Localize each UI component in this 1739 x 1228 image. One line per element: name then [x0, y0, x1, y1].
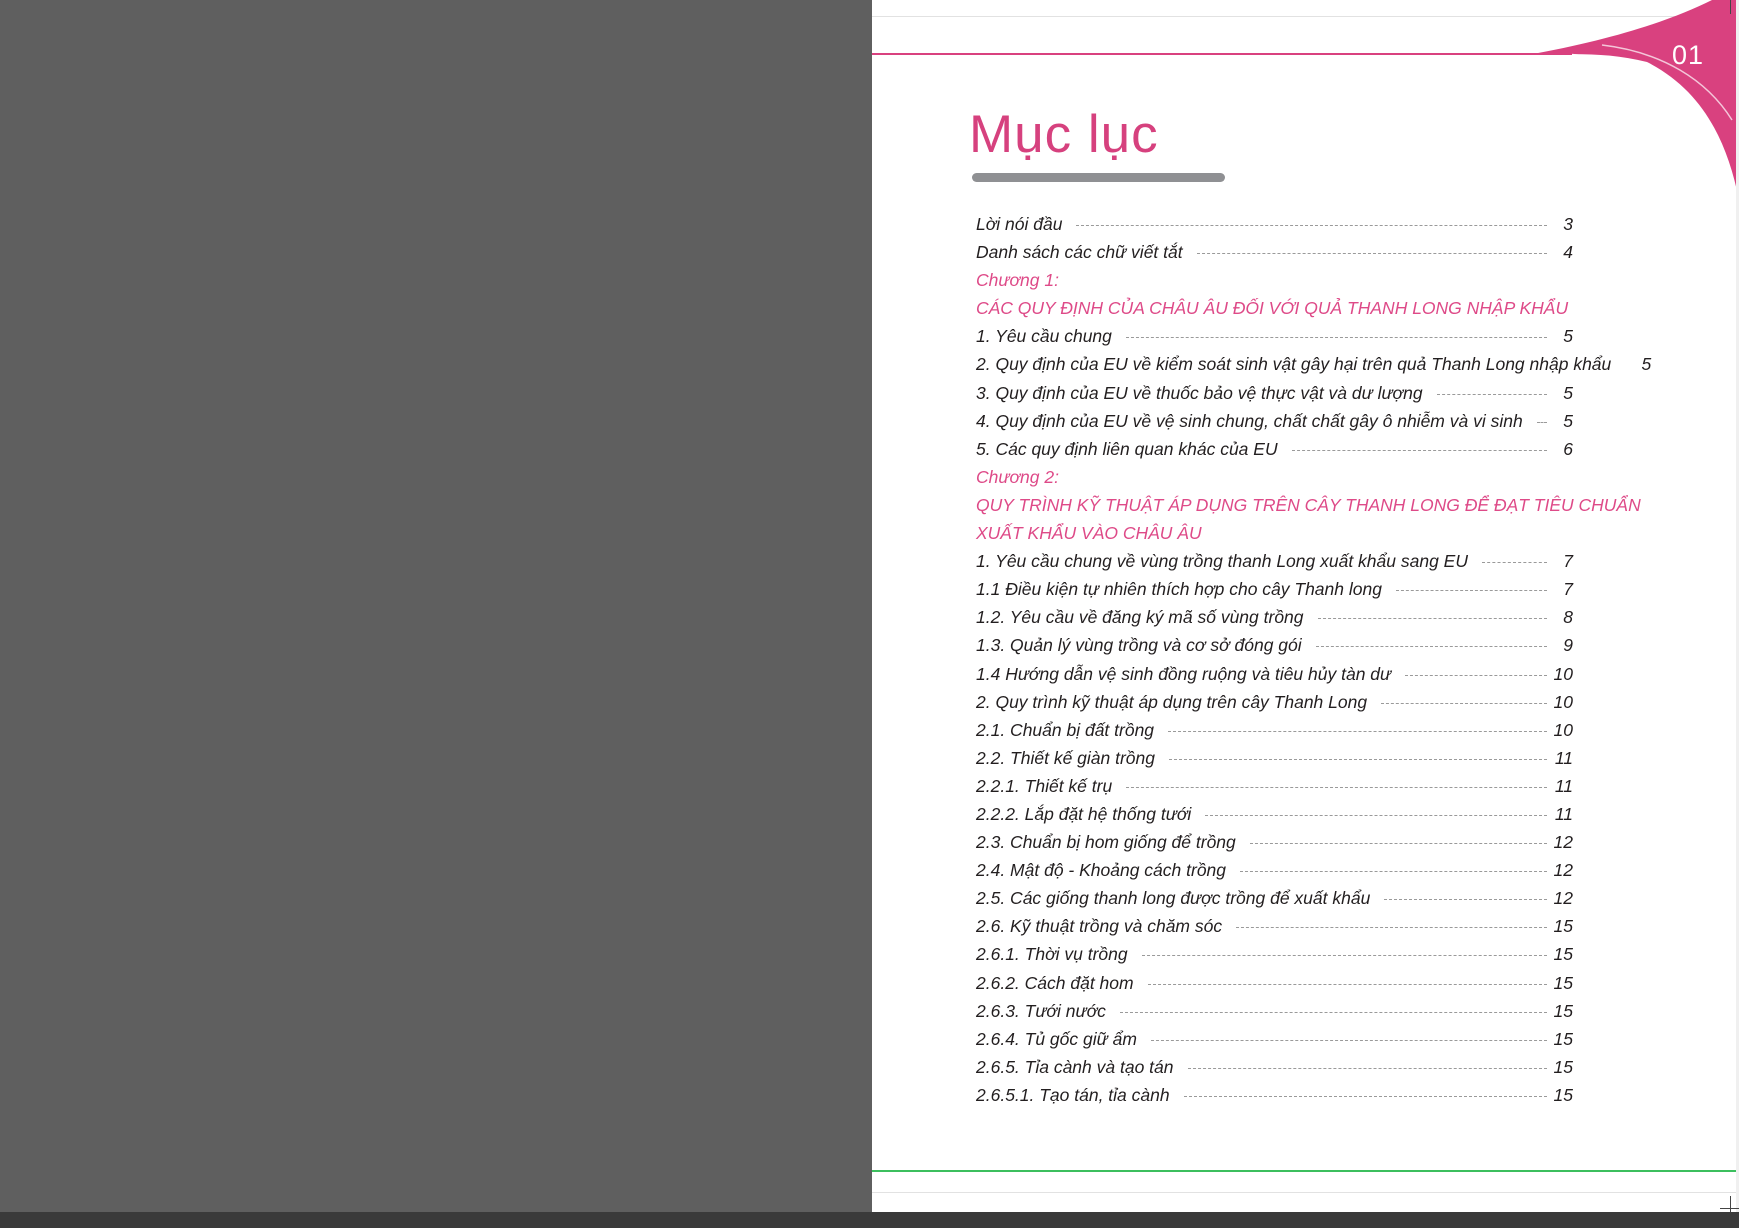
- toc-page-number: 15: [1553, 944, 1573, 965]
- toc-entry-label: 2.5. Các giống thanh long được trồng để xuất khẩu: [976, 888, 1371, 909]
- toc-page-number: 15: [1553, 1056, 1573, 1077]
- toc-entry: [976, 997, 1573, 1025]
- toc-dot-leader: [1381, 703, 1547, 704]
- toc-page-number: 10: [1553, 719, 1573, 740]
- toc-entry: [976, 575, 1573, 603]
- toc-entry: [976, 660, 1573, 688]
- toc-dot-leader: [1169, 759, 1547, 760]
- toc-chapter-heading: CÁC QUY ĐỊNH CỦA CHÂU ÂU ĐỐI VỚI QUẢ THANH LONG NHẬP KHẨU: [976, 298, 1569, 319]
- toc-dot-leader: [1316, 646, 1547, 647]
- toc-page-number: 12: [1553, 860, 1573, 881]
- toc-page-number: 15: [1553, 1028, 1573, 1049]
- toc-dot-leader: [1197, 253, 1547, 254]
- toc-dot-leader: [1250, 843, 1547, 844]
- crop-mark-top-vertical: [1730, 0, 1731, 14]
- toc-dot-leader: [1482, 562, 1547, 563]
- page-title: Mục lục: [969, 105, 1159, 164]
- toc-page-number: 15: [1553, 916, 1573, 937]
- toc-entry-label: 2.6. Kỹ thuật trồng và chăm sóc: [976, 916, 1223, 937]
- toc-entry-label: 1.1 Điều kiện tự nhiên thích hợp cho cây Thanh long: [976, 579, 1382, 600]
- toc-entry-label: 2.1. Chuẩn bị đất trồng: [976, 719, 1155, 740]
- toc-chapter-heading: Chương 1:: [976, 270, 1059, 291]
- toc-entry: [976, 800, 1573, 828]
- toc-dot-leader: [1151, 1040, 1547, 1041]
- toc-entry: [976, 1025, 1573, 1053]
- toc-entry-label: 2.6.2. Cách đặt hom: [976, 972, 1134, 993]
- toc-page-number: 12: [1553, 832, 1573, 853]
- toc-entry-label: 4. Quy định của EU về vệ sinh chung, chất chất gây ô nhiễm và vi sinh: [976, 410, 1523, 431]
- toc-page-number: 6: [1563, 438, 1573, 459]
- toc-dot-leader: [1126, 337, 1547, 338]
- toc-dot-leader: [1148, 984, 1547, 985]
- title-underline-bar: [972, 173, 1225, 182]
- toc-entry-label: 1.2. Yêu cầu về đăng ký mã số vùng trồng: [976, 607, 1304, 628]
- toc-page-number: 5: [1641, 354, 1652, 375]
- toc-entry: [976, 940, 1573, 968]
- toc-page-number: 10: [1553, 691, 1573, 712]
- toc-entry-label: Danh sách các chữ viết tắt: [976, 242, 1183, 263]
- toc-page-number: 3: [1563, 214, 1573, 234]
- toc-entry-label: 3. Quy định của EU về thuốc bảo vệ thực vật và dư lượng: [976, 382, 1423, 403]
- toc-entry-label: 1.4 Hướng dẫn vệ sinh đồng ruộng và tiêu hủy tàn dư: [976, 663, 1392, 684]
- footer-rule: [872, 1170, 1738, 1172]
- toc-chapter-heading: Chương 2:: [976, 466, 1059, 487]
- toc-dot-leader: [1240, 871, 1547, 872]
- toc-page-number: 11: [1554, 775, 1573, 796]
- toc-dot-leader: [1126, 787, 1547, 788]
- toc-entry: [976, 210, 1573, 238]
- toc-entry: [976, 1053, 1573, 1081]
- toc-chapter-heading: XUẤT KHẨU VÀO CHÂU ÂU: [976, 523, 1202, 544]
- document-page: [872, 0, 1739, 1228]
- toc-page-number: 8: [1563, 607, 1573, 628]
- toc-page-number: 5: [1563, 382, 1573, 403]
- toc-dot-leader: [1437, 394, 1547, 395]
- toc-entry: [976, 547, 1573, 575]
- toc-page-number: 4: [1563, 242, 1573, 263]
- toc-entry-label: 1.3. Quản lý vùng trồng và cơ sở đóng gói: [976, 635, 1302, 656]
- toc-entry: [976, 379, 1573, 407]
- toc-page-number: 9: [1563, 635, 1573, 656]
- toc-dot-leader: [1236, 927, 1547, 928]
- toc-entry: [976, 884, 1573, 912]
- toc-entry-label: 5. Các quy định liên quan khác của EU: [976, 438, 1278, 459]
- toc-page-number: 11: [1554, 803, 1573, 824]
- toc-entry-label: 2.2.2. Lắp đặt hệ thống tưới: [976, 803, 1192, 824]
- toc-dot-leader: [1168, 731, 1547, 732]
- toc-entry-label: 2.4. Mật độ - Khoảng cách trồng: [976, 860, 1227, 881]
- toc-page-number: 11: [1554, 747, 1573, 768]
- toc-entry-label: 2.3. Chuẩn bị hom giống để trồng: [976, 832, 1236, 853]
- toc-entry: [976, 969, 1573, 997]
- toc-dot-leader: [1396, 590, 1547, 591]
- toc-dot-leader: [1120, 1012, 1547, 1013]
- toc-dot-leader: [1384, 899, 1547, 900]
- toc-entry-label: 1. Yêu cầu chung về vùng trồng thanh Long xuất khẩu sang EU: [976, 551, 1468, 572]
- toc-page-number: 10: [1553, 663, 1573, 684]
- toc-entry-label: 2.6.3. Tưới nước: [976, 1000, 1106, 1021]
- toc-entry-label: 1. Yêu cầu chung: [976, 326, 1112, 347]
- toc-entry-label: 2.6.5.1. Tạo tán, tỉa cành: [976, 1084, 1170, 1105]
- toc-entry: [976, 744, 1573, 772]
- toc-entry-label: 2. Quy định của EU về kiểm soát sinh vật gây hại trên quả Thanh Long nhập khẩu: [976, 354, 1612, 375]
- bottom-dark-strip: [0, 1212, 1739, 1228]
- toc-page-number: 5: [1563, 410, 1573, 431]
- toc-dot-leader: [1188, 1068, 1548, 1069]
- toc-page-number: 12: [1553, 888, 1573, 909]
- toc-entry: [976, 828, 1573, 856]
- toc-entry-label: Lời nói đầu: [976, 214, 1063, 234]
- table-of-contents: [976, 210, 1652, 1109]
- toc-page-number: 15: [1553, 972, 1573, 993]
- toc-entry-label: 2.6.1. Thời vụ trồng: [976, 944, 1128, 965]
- toc-chapter-heading: QUY TRÌNH KỸ THUẬT ÁP DỤNG TRÊN CÂY THANH LONG ĐỂ ĐẠT TIÊU CHUẨN: [976, 494, 1641, 515]
- toc-entry: [976, 350, 1652, 378]
- toc-entry: [976, 603, 1573, 631]
- page-number: 01: [1672, 40, 1705, 70]
- toc-entry-label: 2.2. Thiết kế giàn trồng: [976, 747, 1155, 768]
- toc-page-number: 7: [1563, 551, 1573, 572]
- toc-entry: [976, 238, 1573, 266]
- toc-entry: [976, 772, 1573, 800]
- toc-dot-leader: [1184, 1096, 1547, 1097]
- toc-entry: [976, 631, 1573, 659]
- toc-entry-label: 2.2.1. Thiết kế trụ: [976, 775, 1113, 796]
- toc-entry: [976, 435, 1573, 463]
- toc-page-number: 7: [1563, 579, 1573, 600]
- toc-entry: [976, 1081, 1573, 1109]
- toc-entry: [976, 716, 1573, 744]
- crop-mark-bottom-vertical: [1730, 1196, 1731, 1212]
- toc-dot-leader: [1318, 618, 1547, 619]
- toc-entry: [976, 322, 1573, 350]
- toc-dot-leader: [1076, 225, 1547, 226]
- toc-entry-label: 2. Quy trình kỹ thuật áp dụng trên cây Thanh Long: [976, 691, 1368, 712]
- toc-entry-label: 2.6.5. Tỉa cành và tạo tán: [976, 1056, 1174, 1077]
- toc-entry: [976, 688, 1573, 716]
- toc-dot-leader: [1205, 815, 1547, 816]
- toc-dot-leader: [1142, 955, 1547, 956]
- toc-dot-leader: [1292, 450, 1547, 451]
- toc-entry: [976, 856, 1573, 884]
- toc-entry: [976, 912, 1573, 940]
- toc-page-number: 5: [1563, 326, 1573, 347]
- toc-page-number: 15: [1553, 1000, 1573, 1021]
- toc-dot-leader: [1537, 422, 1547, 423]
- toc-dot-leader: [1405, 675, 1547, 676]
- bottom-guide-line: [872, 1192, 1739, 1193]
- toc-page-number: 15: [1553, 1084, 1573, 1105]
- toc-entry: [976, 407, 1573, 435]
- toc-entry-label: 2.6.4. Tủ gốc giữ ẩm: [976, 1028, 1137, 1049]
